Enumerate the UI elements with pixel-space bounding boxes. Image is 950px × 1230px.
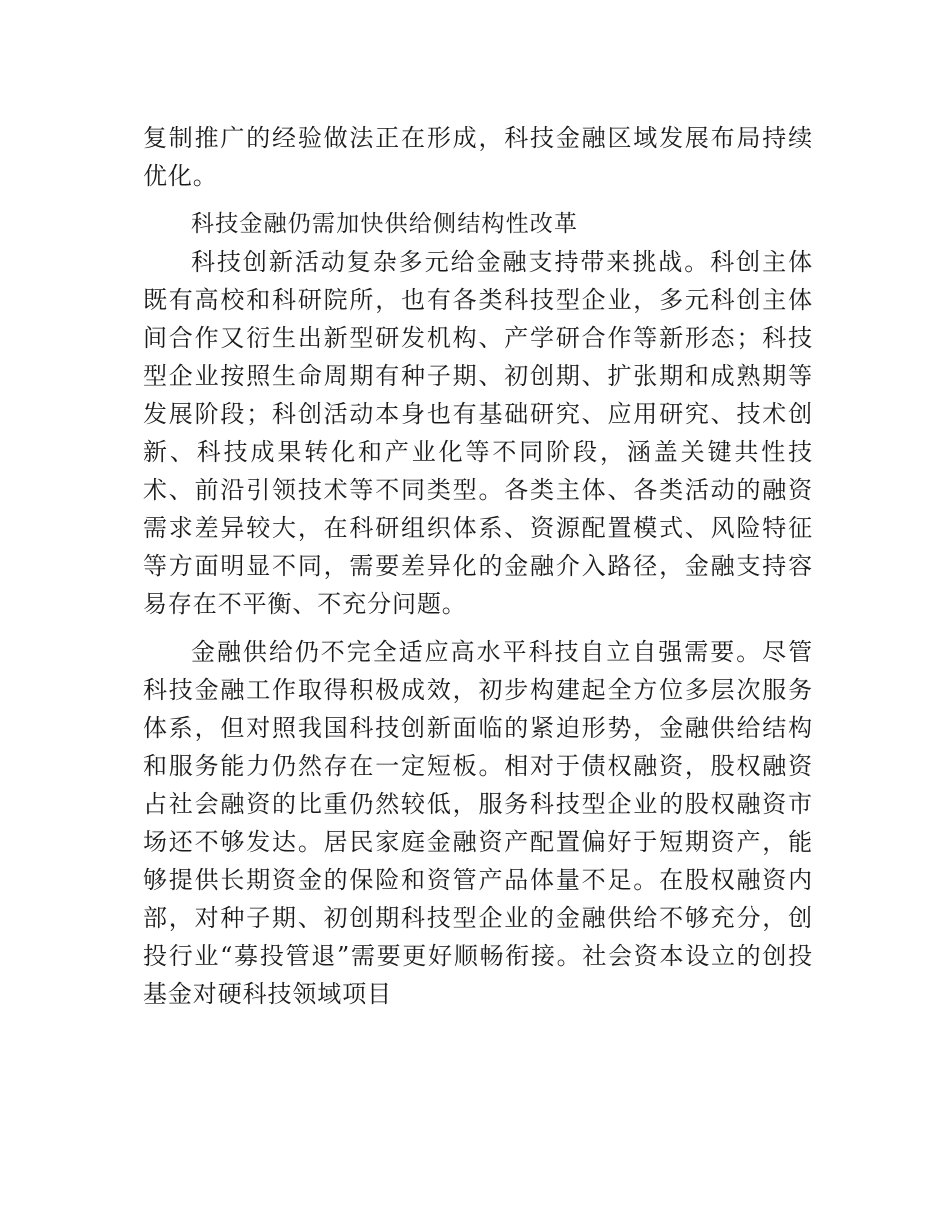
paragraph-financial-supply: 金融供给仍不完全适应高水平科技自立自强需要。尽管科技金融工作取得积极成效，初步构建起全方位多层次服务体系，但对照我国科技创新面临的紧迫形势，金融供给结构和服务能力仍然存在一定短板。相对于债权融资，股权融资占社会融资的比重仍然较低，服务科技型企业的股权融资市场还不够发达。居民家庭金融资产配置偏好于短期资产，能够提供长期资金的保险和资管产品体量不足。在股权融资内部，对种子期、初创期科技型企业的金融供给不够充分，创投行业“募投管退”需要更好顺畅衔接。社会资本设立的创投基金对硬科技领域项目 [143, 638, 813, 1008]
section-heading: 科技金融仍需加快供给侧结构性改革 [191, 211, 579, 237]
paragraph-continuation: 复制推广的经验做法正在形成，科技金融区域发展布局持续优化。 [143, 124, 813, 190]
document-body [143, 119, 813, 1013]
paragraph-challenges: 科技创新活动复杂多元给金融支持带来挑战。科创主体既有高校和科研院所，也有各类科技型企业，多元科创主体间合作又衍生出新型研发机构、产学研合作等新形态；科技型企业按照生命周期有种子期、初创期、扩张期和成熟期等发展阶段；科创活动本身也有基础研究、应用研究、技术创新、科技成果转化和产业化等不同阶段，涵盖关键共性技术、前沿引领技术等不同类型。各类主体、各类活动的融资需求差异较大，在科研组织体系、资源配置模式、风险特征等方面明显不同，需要差异化的金融介入路径，金融支持容易存在不平衡、不充分问题。 [143, 248, 813, 618]
